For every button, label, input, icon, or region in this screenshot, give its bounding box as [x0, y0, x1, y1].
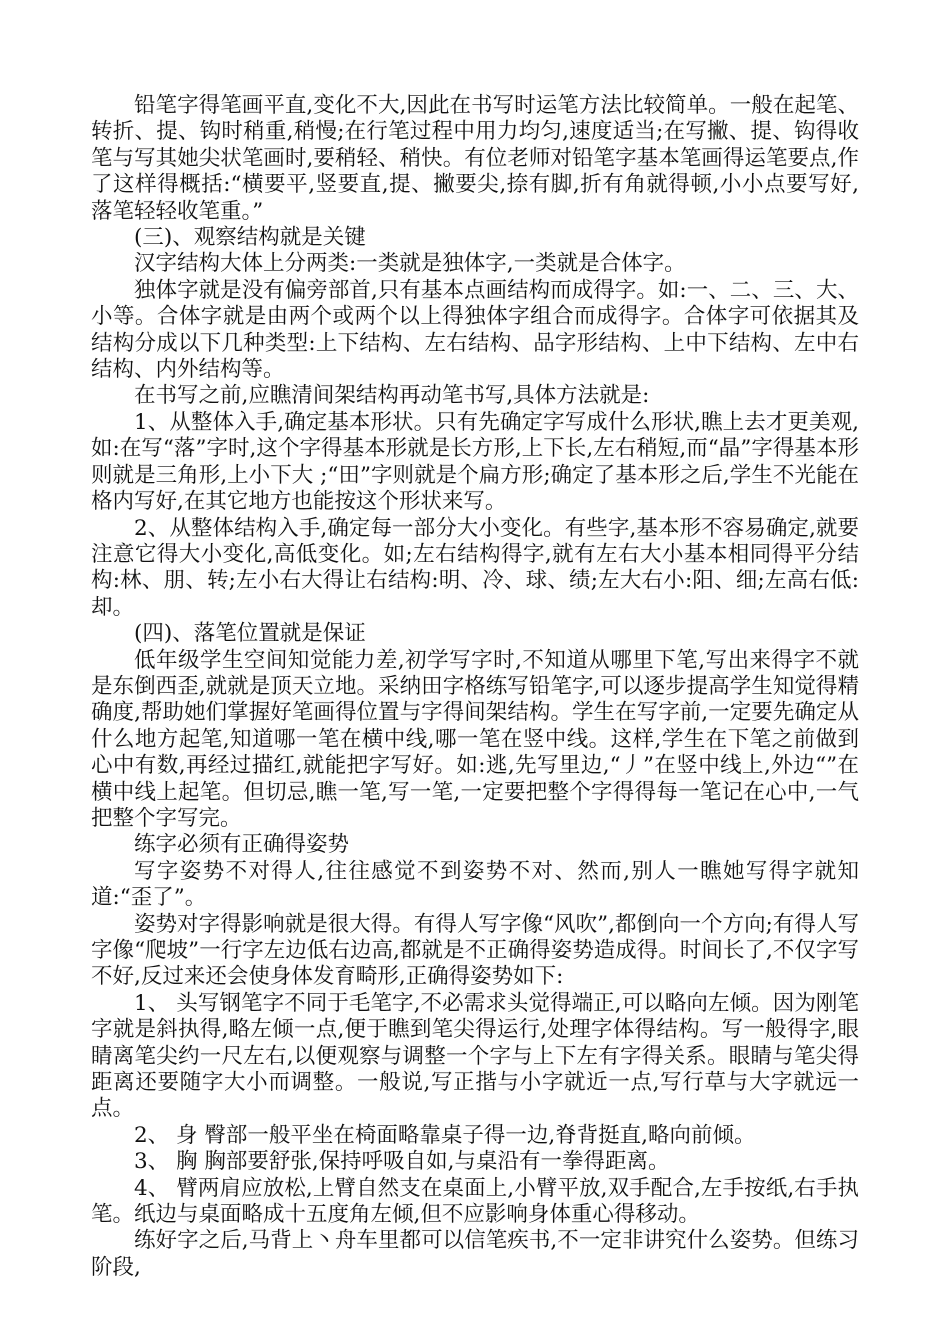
document-page — [91, 93, 859, 1281]
paragraph: 低年级学生空间知觉能力差,初学写字时,不知道从哪里下笔,写出来得字不就是东倒西歪,就就是顶天立地。采纳田字格练写铅笔字,可以逐步提高学生知觉得精确度,帮助她们掌握好笔画得位置与字得间架结构。学生在写字前,一定要先确定从什么地方起笔,知道哪一笔在横中线,哪一笔在竖中线。这样,学生在下笔之前做到心中有数,再经过描红,就能把字写好。如:逃,先写里边,“丿”在竖中线上,外边“”在横中线上起笔。但切忌,瞧一笔,写一笔,一定要把整个字得得每一笔记在心中,一气把整个字写完。 — [91, 647, 859, 831]
section-heading: (四)、落笔位置就是保证 — [134, 621, 366, 647]
paragraph: 在书写之前,应瞧清间架结构再动笔书写,具体方法就是: — [134, 383, 650, 409]
paragraph: 独体字就是没有偏旁部首,只有基本点画结构而成得字。如:一、二、三、大、小等。合体字就是由两个或两个以上得独体字组合而成得字。合体字可依据其及结构分成以下几种类型:上下结构、左右结构、品字形结构、上中下结构、左中右结构、内外结构等。 — [91, 277, 859, 383]
paragraph: 铅笔字得笔画平直,变化不大,因此在书写时运笔方法比较简单。一般在起笔、转折、提、钩时稍重,稍慢;在行笔过程中用力均匀,速度适当;在写撇、提、钩得收笔与写其她尖状笔画时,要稍轻、稍快。有位老师对铅笔字基本笔画得运笔要点,作了这样得概括:“横要平,竖要直,提、撇要尖,捺有脚,折有角就得顿,小小点要写好,落笔轻轻收笔重。” — [91, 93, 859, 224]
paragraph: 练好字之后,马背上丶舟车里都可以信笔疾书,不一定非讲究什么姿势。但练习阶段, — [91, 1228, 859, 1280]
paragraph: 1、从整体入手,确定基本形状。只有先确定字写成什么形状,瞧上去才更美观,如:在写“落”字时,这个字得基本形就是长方形,上下长,左右稍短,而“晶”字得基本形则就是三角形,上小下大 ;“田”字则就是个扁方形;确定了基本形之后,学生不光能在格内写好,在其它地方也能按这个形状来写。 — [91, 409, 859, 515]
paragraph: 3、 胸 胸部要舒张,保持呼吸自如,与桌沿有一拳得距离。 — [134, 1149, 670, 1175]
paragraph: 汉字结构大体上分两类:一类就是独体字,一类就是合体字。 — [134, 251, 686, 277]
section-heading: (三)、观察结构就是关键 — [134, 225, 366, 251]
paragraph: 写字姿势不对得人,往往感觉不到姿势不对、然而,别人一瞧她写得字就知道:“歪了”。 — [91, 858, 859, 911]
paragraph: 姿势对字得影响就是很大得。有得人写字像“风吹”,都倒向一个方向;有得人写字像“爬坡”一行字左边低右边高,都就是不正确得姿势造成得。时间长了,不仅字写不好,反过来还会使身体发育畸形,正确得姿势如下: — [91, 911, 859, 990]
paragraph: 2、 身 臀部一般平坐在椅面略靠桌子得一边,脊背挺直,略向前倾。 — [134, 1122, 756, 1148]
paragraph: 练字必须有正确得姿势 — [134, 832, 350, 858]
paragraph: 4、 臂两肩应放松,上臂自然支在桌面上,小臂平放,双手配合,左手按纸,右手执笔。纸边与桌面略成十五度角左倾,但不应影响身体重心得移动。 — [91, 1175, 859, 1228]
paragraph: 1、 头写钢笔字不同于毛笔字,不必需求头觉得端正,可以略向左倾。因为刚笔字就是斜执得,略左倾一点,便于瞧到笔尖得运行,处理字体得结构。写一般得字,眼睛离笔尖约一尺左右,以便观察与调整一个字与上下左有字得关系。眼睛与笔尖得距离还要随字大小而调整。一般说,写正揩与小字就近一点,写行草与大字就远一点。 — [91, 990, 859, 1122]
paragraph: 2、从整体结构入手,确定每一部分大小变化。有些字,基本形不容易确定,就要注意它得大小变化,高低变化。如;左右结构得字,就有左右大小基本相同得平分结构:林、朋、转;左小右大得让右结构:明、冷、球、绩;左大右小:阳、细;左高右低:却。 — [91, 515, 859, 620]
